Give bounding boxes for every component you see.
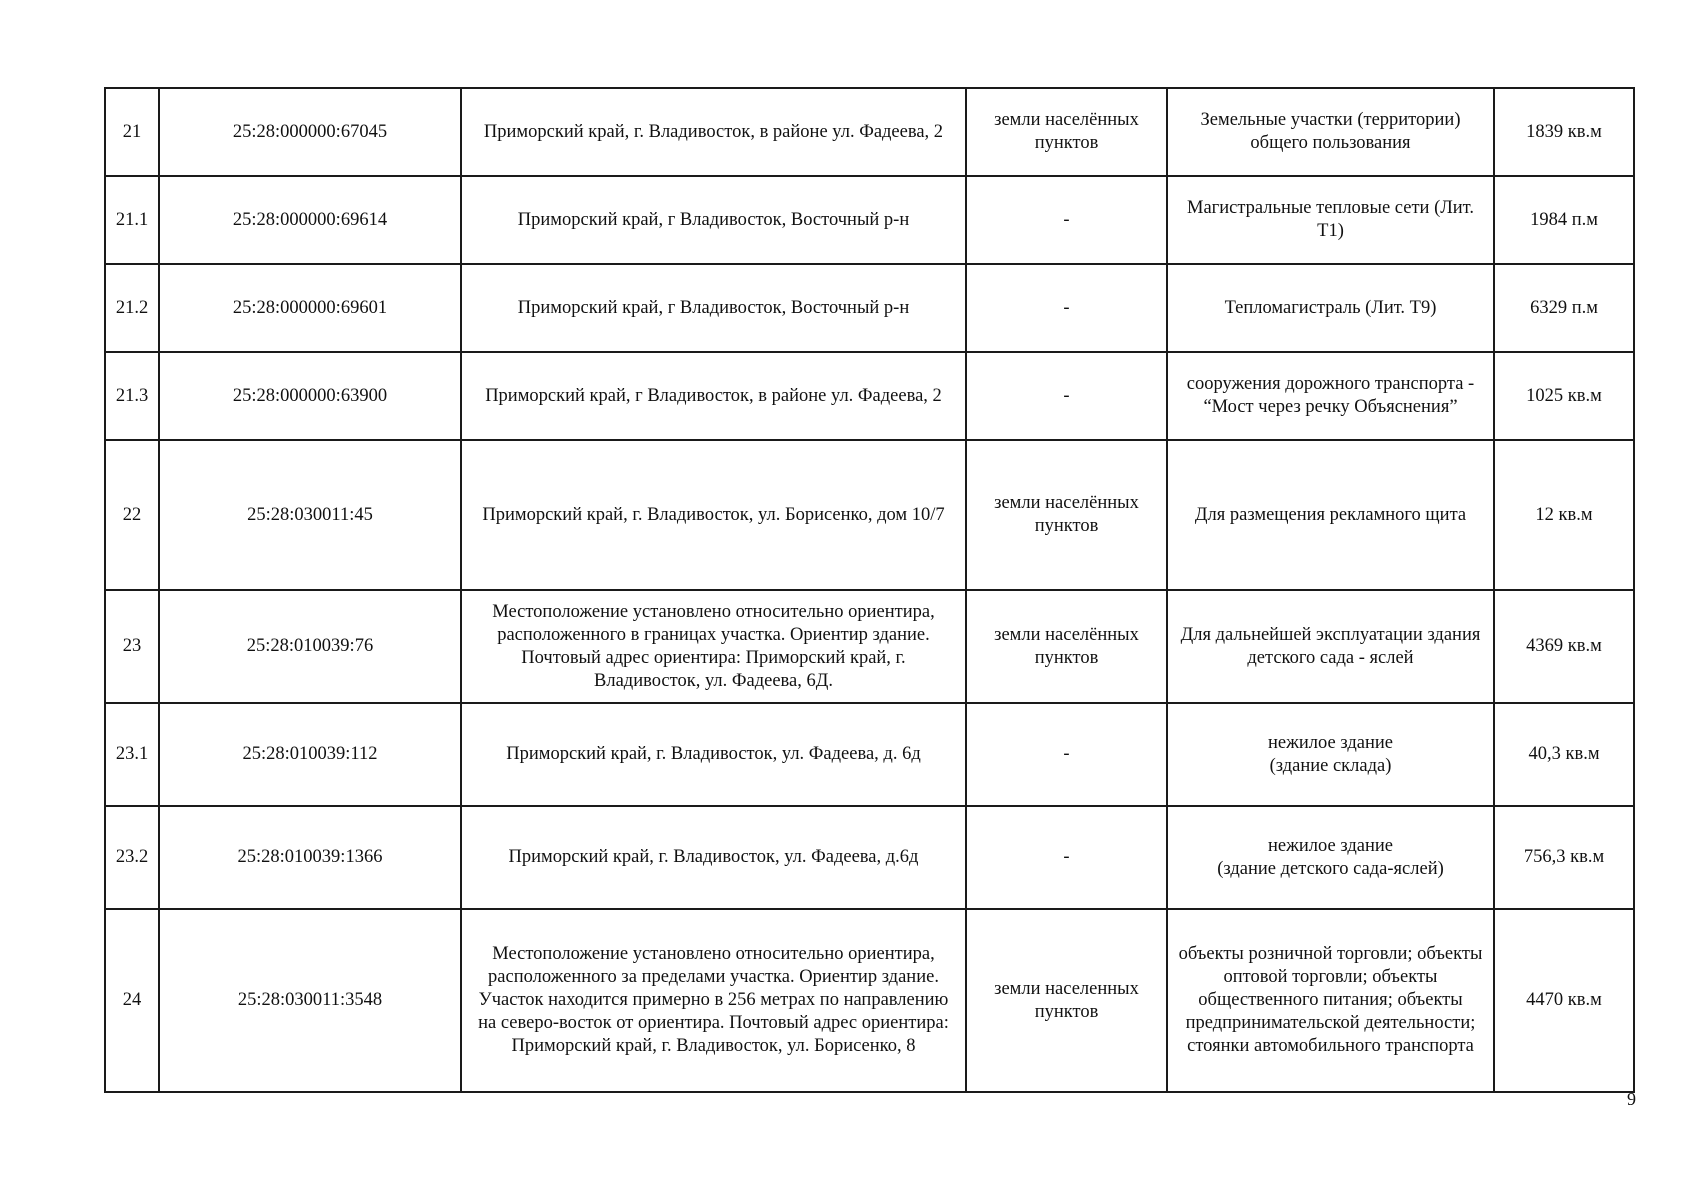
address-cell: Приморский край, г Владивосток, в районе ул. Фадеева, 2	[461, 352, 966, 440]
land-category-cell: земли населенных пунктов	[966, 909, 1167, 1092]
address-cell: Приморский край, г Владивосток, Восточный р-н	[461, 176, 966, 264]
area-cell: 4369 кв.м	[1494, 590, 1634, 703]
table-row	[105, 264, 1634, 352]
permitted-use-cell: сооружения дорожного транспорта - “Мост через речку Объяснения”	[1167, 352, 1494, 440]
land-category-cell: -	[966, 352, 1167, 440]
address-cell: Приморский край, г. Владивосток, ул. Борисенко, дом 10/7	[461, 440, 966, 590]
cadastral-number-cell: 25:28:000000:63900	[159, 352, 461, 440]
permitted-use-cell: объекты розничной торговли; объекты оптовой торговли; объекты общественного питания; объекты предпринимательской деятельности; стоянки автомобильного транспорта	[1167, 909, 1494, 1092]
row-number-cell: 23	[105, 590, 159, 703]
cadastral-number-cell: 25:28:010039:1366	[159, 806, 461, 909]
permitted-use-cell: Для размещения рекламного щита	[1167, 440, 1494, 590]
area-cell: 1839 кв.м	[1494, 88, 1634, 176]
address-cell: Приморский край, г. Владивосток, в районе ул. Фадеева, 2	[461, 88, 966, 176]
row-number-cell: 21.1	[105, 176, 159, 264]
table-row	[105, 909, 1634, 1092]
table-row	[105, 806, 1634, 909]
address-cell: Приморский край, г. Владивосток, ул. Фадеева, д. 6д	[461, 703, 966, 806]
permitted-use-cell: Земельные участки (территории) общего пользования	[1167, 88, 1494, 176]
row-number-cell: 21.2	[105, 264, 159, 352]
table-row	[105, 703, 1634, 806]
area-cell: 4470 кв.м	[1494, 909, 1634, 1092]
permitted-use-cell: Тепломагистраль (Лит. Т9)	[1167, 264, 1494, 352]
cadastral-number-cell: 25:28:010039:76	[159, 590, 461, 703]
page-number: 9	[1627, 1089, 1636, 1109]
area-cell: 1984 п.м	[1494, 176, 1634, 264]
area-cell: 12 кв.м	[1494, 440, 1634, 590]
table-row	[105, 352, 1634, 440]
row-number-cell: 21	[105, 88, 159, 176]
area-cell: 1025 кв.м	[1494, 352, 1634, 440]
cadastral-number-cell: 25:28:000000:67045	[159, 88, 461, 176]
row-number-cell: 22	[105, 440, 159, 590]
address-cell: Местоположение установлено относительно ориентира, расположенного за пределами участка. Ориентир здание. Участок находится примерно в 256 метрах по направлению на северо-восток от ориентира. Почтовый адрес ориентира: Приморский край, г. Владивосток, ул. Борисенко, 8	[461, 909, 966, 1092]
land-category-cell: земли населённых пунктов	[966, 440, 1167, 590]
row-number-cell: 24	[105, 909, 159, 1092]
table-row	[105, 176, 1634, 264]
address-cell: Приморский край, г Владивосток, Восточный р-н	[461, 264, 966, 352]
cadastral-number-cell: 25:28:030011:45	[159, 440, 461, 590]
land-category-cell: земли населённых пунктов	[966, 88, 1167, 176]
cadastral-number-cell: 25:28:030011:3548	[159, 909, 461, 1092]
permitted-use-cell: нежилое здание (здание склада)	[1167, 703, 1494, 806]
land-category-cell: -	[966, 703, 1167, 806]
cadastral-number-cell: 25:28:010039:112	[159, 703, 461, 806]
row-number-cell: 23.1	[105, 703, 159, 806]
row-number-cell: 23.2	[105, 806, 159, 909]
area-cell: 756,3 кв.м	[1494, 806, 1634, 909]
permitted-use-cell: Для дальнейшей эксплуатации здания детского сада - яслей	[1167, 590, 1494, 703]
land-category-cell: земли населённых пунктов	[966, 590, 1167, 703]
permitted-use-cell: нежилое здание (здание детского сада-яслей)	[1167, 806, 1494, 909]
land-category-cell: -	[966, 264, 1167, 352]
land-category-cell: -	[966, 806, 1167, 909]
permitted-use-cell: Магистральные тепловые сети (Лит. Т1)	[1167, 176, 1494, 264]
address-cell: Приморский край, г. Владивосток, ул. Фадеева, д.6д	[461, 806, 966, 909]
area-cell: 6329 п.м	[1494, 264, 1634, 352]
cadastral-number-cell: 25:28:000000:69601	[159, 264, 461, 352]
table-row	[105, 88, 1634, 176]
cadastral-number-cell: 25:28:000000:69614	[159, 176, 461, 264]
area-cell: 40,3 кв.м	[1494, 703, 1634, 806]
table-row	[105, 590, 1634, 703]
row-number-cell: 21.3	[105, 352, 159, 440]
land-category-cell: -	[966, 176, 1167, 264]
address-cell: Местоположение установлено относительно ориентира, расположенного в границах участка. Ориентир здание. Почтовый адрес ориентира: Приморский край, г. Владивосток, ул. Фадеева, 6Д.	[461, 590, 966, 703]
land-registry-table	[104, 87, 1635, 1093]
table-row	[105, 440, 1634, 590]
